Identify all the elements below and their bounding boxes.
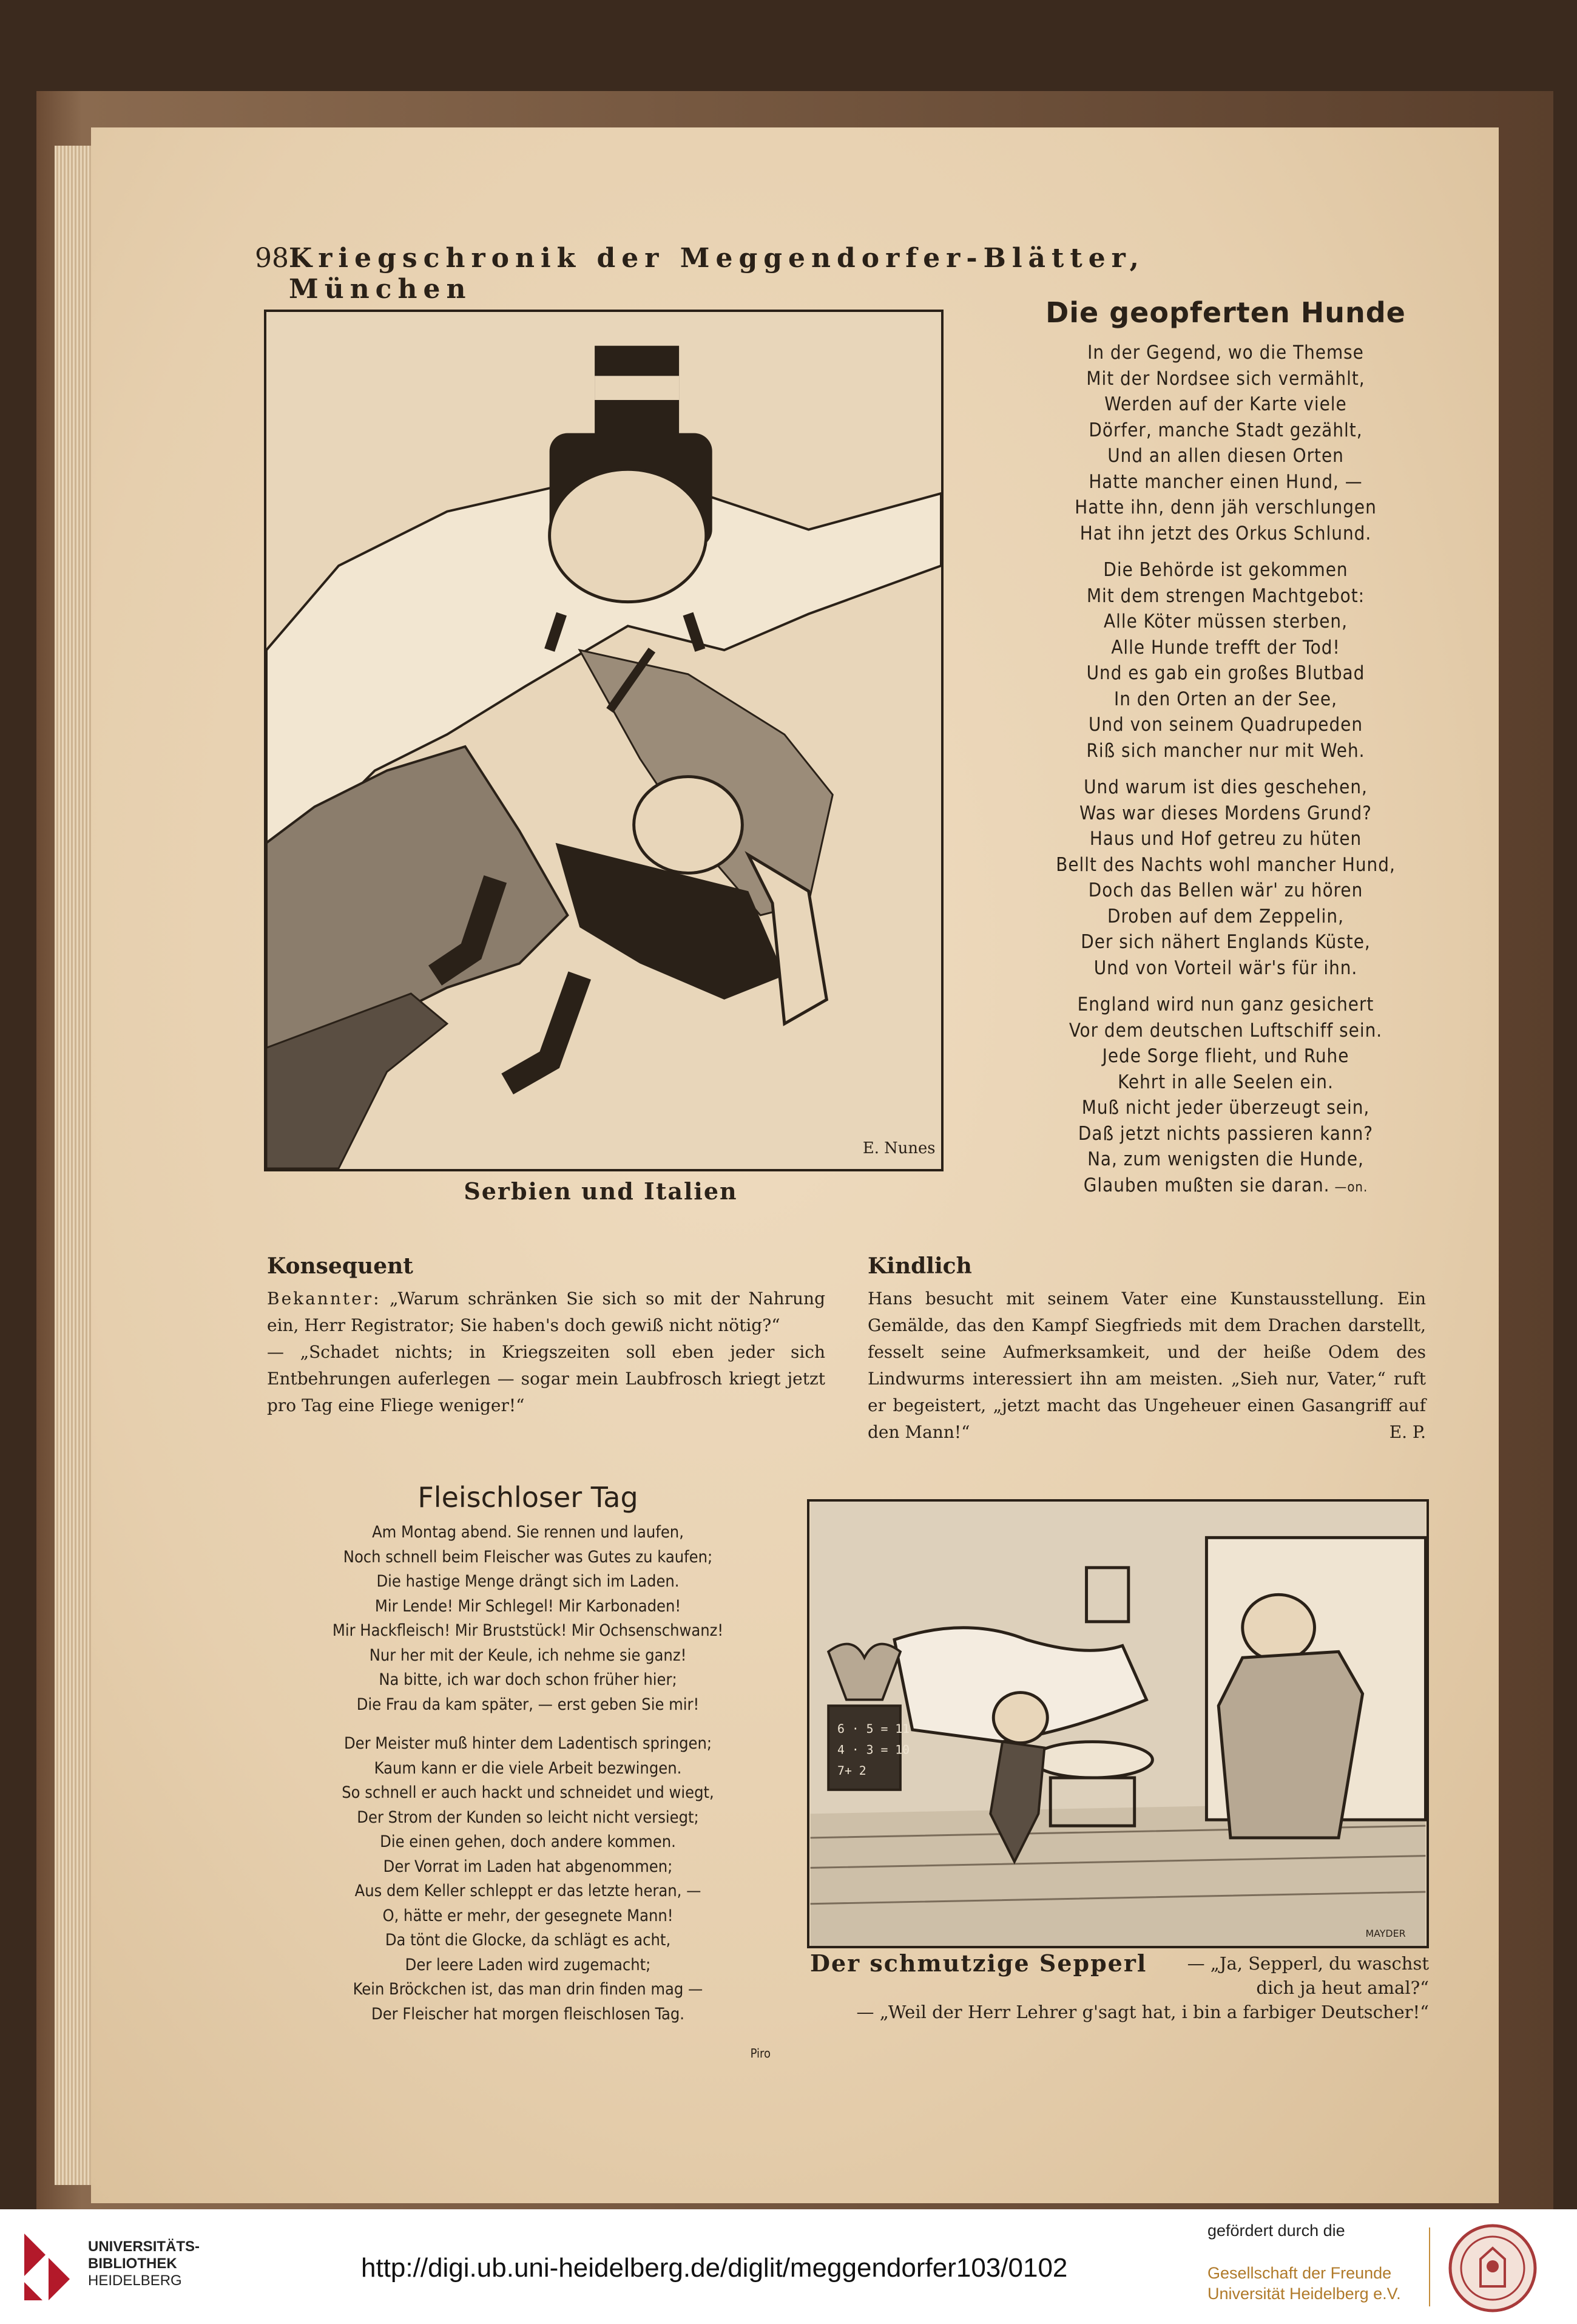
poem-line: Und von seinem Quadrupeden (1088, 714, 1363, 736)
poem-line: Vor dem deutschen Luftschiff sein. (1069, 1019, 1383, 1042)
university-seal-icon (1447, 2223, 1538, 2314)
poem-line: Doch das Bellen wär' zu hören (1088, 879, 1363, 901)
speaker-label: Bekannter: (267, 1289, 381, 1309)
poem-line: Haus und Hof getreu zu hüten (1089, 828, 1362, 850)
slate-line: 4 · 3 = 10 (837, 1743, 910, 1757)
poem-line: Bellt des Nachts wohl mancher Hund, (1056, 853, 1396, 876)
poem-line (983, 1173, 1468, 1201)
sponsor-name-line: Gesellschaft der Freunde (1207, 2264, 1392, 2282)
poem-line: Und es gab ein großes Blutbad (1086, 662, 1365, 684)
poem-line: In der Gegend, wo die Themse (1087, 342, 1364, 364)
sponsor-name (1207, 2263, 1401, 2304)
poem-line: Der Fleischer hat morgen fleischlosen Tag. (371, 2004, 684, 2024)
running-title: Kriegschronik der Meggendorfer-Blätter, München (289, 243, 1145, 305)
artist-signature: E. Nunes (862, 1139, 936, 1158)
footer-divider (1429, 2227, 1430, 2306)
section-title-kindlich: Kindlich (868, 1253, 972, 1279)
poem-line: Und warum ist dies geschehen, (1084, 776, 1368, 798)
poem-line: Mit dem strengen Machtgebot: (1086, 584, 1365, 607)
poem-line: Der sich nähert Englands Küste, (1081, 931, 1371, 953)
dialogue-text: — „Schadet nichts; in Kriegszeiten soll eben jeder sich Entbehrungen auferlegen — sogar mein Laubfrosch kriegt jetzt pro Tag eine Fliege weniger!“ (267, 1342, 825, 1415)
poem-line: Aus dem Keller schleppt er das letzte heran, — (354, 1882, 701, 1900)
poem-line: Riß sich mancher nur mit Weh. (1086, 739, 1365, 762)
poem-line: Droben auf dem Zeppelin, (1107, 905, 1344, 927)
library-name-line: UNIVERSITÄTS- (88, 2238, 200, 2255)
poem-line: Jede Sorge flieht, und Ruhe (1102, 1045, 1349, 1067)
slate-line: 7+ 2 (837, 1764, 866, 1778)
poem-line: Hatte mancher einen Hund, — (1089, 470, 1363, 493)
library-logo-icon (18, 2227, 76, 2306)
funded-by-label: gefördert durch die (1207, 2221, 1345, 2240)
poem-line: Alle Hunde trefft der Tod! (1111, 636, 1340, 659)
cartoon-drawing (266, 312, 941, 1169)
slate-line: 6 · 5 = 11 (837, 1721, 910, 1736)
poem-line: Nur her mit der Keule, ich nehme sie ganz! (369, 1645, 687, 1665)
illustration-serbien-italien (264, 310, 944, 1171)
poem-title: Die geopferten Hunde (1045, 296, 1406, 329)
poem-line: Mit der Nordsee sich vermählt, (1086, 367, 1365, 390)
poem-line: Kehrt in alle Seelen ein. (1118, 1071, 1334, 1093)
poem-line: So schnell er auch hackt und schneidet und wiegt, (342, 1783, 714, 1802)
sepperl-caption (810, 1951, 1429, 2024)
library-name-line: HEIDELBERG (88, 2272, 182, 2289)
permalink-url[interactable]: http://digi.ub.uni-heidelberg.de/diglit/meggendorfer103/0102 (361, 2253, 1068, 2283)
poem-hunde (983, 340, 1468, 1211)
poem-line: Da tönt die Glocke, da schlägt es acht, (385, 1931, 671, 1950)
anecdote-text: Hans besucht mit seinem Vater eine Kunstausstellung. Ein Gemälde, das den Kampf Siegfrieds mit dem Drachen darstellt, fesselt seine Aufmerksamkeit, und der heiße Odem des Lindwurms interessiert ihn am meisten. „Sieh nur, Vater,“ ruft er begeistert, „jetzt macht das Ungeheuer einen Gasangriff auf den Mann!“ (868, 1289, 1426, 1442)
poem-line-text: Glauben mußten sie daran. (1083, 1174, 1330, 1196)
section-title-konsequent: Konsequent (267, 1253, 413, 1279)
illustration-caption: Serbien und Italien (464, 1177, 738, 1205)
poem-line: Was war dieses Mordens Grund? (1079, 802, 1372, 824)
poem-signature: Piro (750, 2046, 771, 2061)
poem-line: Muß nicht jeder überzeugt sein, (1081, 1097, 1370, 1119)
poem-line: Mir Lende! Mir Schlegel! Mir Karbonaden! (374, 1596, 681, 1616)
poem-stanza (983, 340, 1468, 546)
sponsor-name-line: Universität Heidelberg e.V. (1207, 2285, 1401, 2303)
poem-stanza (983, 557, 1468, 764)
cartoon-drawing (809, 1502, 1427, 1946)
poem-line: Na bitte, ich war doch schon früher hier; (379, 1670, 677, 1689)
anecdote-signature: E. P. (1389, 1422, 1426, 1442)
poem-line: Alle Köter müssen sterben, (1104, 611, 1348, 632)
poem-line: Die Frau da kam später, — erst geben Sie mir! (356, 1695, 700, 1714)
poem-line: Hat ihn jetzt des Orkus Schlund. (1079, 522, 1372, 544)
poem-line: Kaum kann er die viele Arbeit bezwingen. (374, 1758, 682, 1778)
poem-line: Und an allen diesen Orten (1107, 445, 1344, 467)
poem-signature: —on. (1334, 1179, 1368, 1195)
dialogue-text: „Warum schränken Sie sich so mit der Nahrung ein, Herr Registrator; Sie haben's doch gewiß nicht nötig?“ (267, 1289, 825, 1335)
poem-line: In den Orten an der See, (1114, 688, 1337, 710)
poem-line: Die Behörde ist gekommen (1103, 559, 1348, 581)
poem-line: Am Montag abend. Sie rennen und laufen, (372, 1523, 684, 1542)
poem-line: Mir Hackfleisch! Mir Bruststück! Mir Ochsenschwanz! (332, 1621, 724, 1640)
poem-line: Noch schnell beim Fleischer was Gutes zu kaufen; (343, 1547, 713, 1567)
section-text-konsequent (267, 1286, 825, 1419)
poem-line: O, hätte er mehr, der gesegnete Mann! (382, 1906, 674, 1925)
running-header (255, 243, 1311, 305)
digitization-footer (0, 2209, 1577, 2324)
poem-title-fleischloser-tag: Fleischloser Tag (417, 1481, 638, 1514)
poem-line: Der Meister muß hinter dem Ladentisch springen; (343, 1734, 712, 1753)
section-text-kindlich (868, 1286, 1426, 1446)
sepperl-question: — „Ja, Sepperl, du waschst dich ja heut amal?“ (1187, 1953, 1429, 1998)
sepperl-title: Der schmutzige Sepperl (810, 1950, 1147, 1977)
poem-line: Der leere Laden wird zugemacht; (405, 1955, 651, 1974)
page-number: 98 (255, 243, 289, 274)
library-name-line: BIBLIOTHEK (88, 2255, 177, 2272)
poem-stanza (267, 1732, 789, 2027)
illustration-sepperl (807, 1499, 1429, 1948)
poem-fleischloser-tag (267, 1520, 789, 2066)
poem-line: Hatte ihn, denn jäh verschlungen (1075, 496, 1377, 518)
poem-line: Der Strom der Kunden so leicht nicht versiegt; (357, 1807, 699, 1827)
library-name (88, 2238, 200, 2289)
poem-line: Dörfer, manche Stadt gezählt, (1089, 419, 1363, 441)
poem-line: England wird nun ganz gesichert (1077, 994, 1374, 1015)
poem-line: Und von Vorteil wär's für ihn. (1093, 957, 1358, 979)
poem-line: Die einen gehen, doch andere kommen. (380, 1832, 676, 1851)
poem-line: Der Vorrat im Laden hat abgenommen; (383, 1857, 673, 1876)
poem-stanza (983, 774, 1468, 981)
poem-stanza (983, 992, 1468, 1201)
poem-line: Daß jetzt nichts passieren kann? (1078, 1122, 1374, 1145)
poem-line: Werden auf der Karte viele (1104, 393, 1347, 415)
sepperl-row (810, 1951, 1429, 2000)
poem-line: Die hastige Menge drängt sich im Laden. (376, 1572, 680, 1591)
sepperl-answer: — „Weil der Herr Lehrer g'sagt hat, i bin a farbiger Deutscher!“ (856, 2002, 1429, 2022)
artist-signature: MAYDER (1365, 1928, 1406, 1940)
poem-line: Kein Bröckchen ist, das man drin finden mag — (353, 1980, 703, 1999)
poem-stanza (267, 1520, 789, 1717)
poem-line: Na, zum wenigsten die Hunde, (1087, 1148, 1364, 1170)
